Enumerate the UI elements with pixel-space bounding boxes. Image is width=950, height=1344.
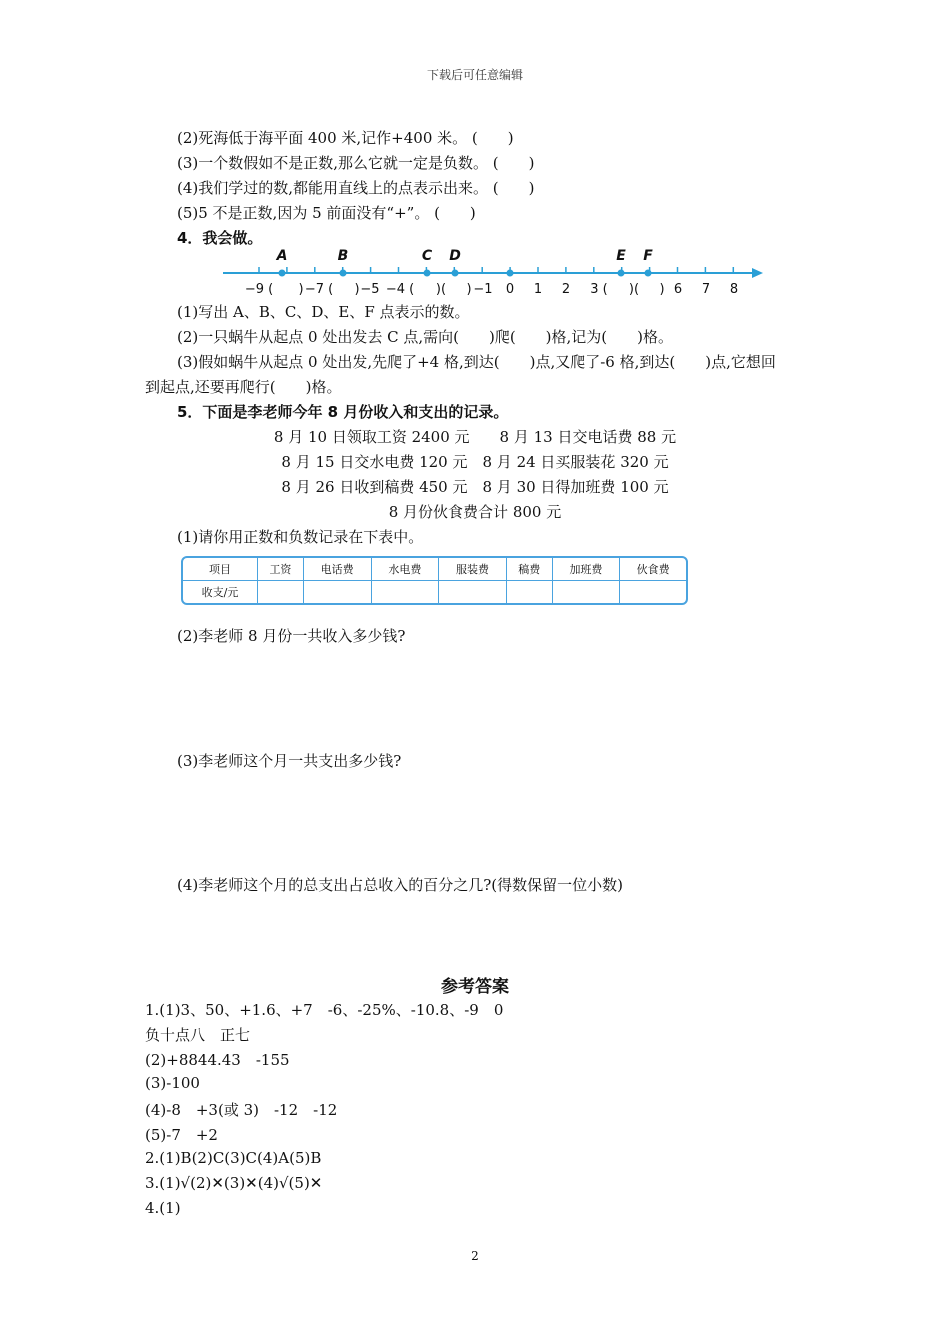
number-line xyxy=(215,246,775,302)
tick-label: ) xyxy=(659,282,665,297)
tick-label: ) xyxy=(298,282,304,297)
q5-record-4: 8 月份伙食费合计 800 元 xyxy=(388,503,562,521)
page-header: 下载后可任意编辑 xyxy=(426,68,523,82)
tick-label: 8 xyxy=(729,282,739,297)
table-header-cell: 水电费 xyxy=(372,558,440,581)
tick-labels xyxy=(245,282,738,297)
point-label-b: B xyxy=(337,248,349,264)
q5-question-3: (3)李老师这个月一共支出多少钱? xyxy=(177,752,402,770)
tick-label: )( xyxy=(435,282,447,297)
answer-line: 负十点八 正七 xyxy=(145,1026,251,1044)
tick-label: 6 xyxy=(673,282,683,297)
axis-point xyxy=(507,270,514,277)
table-cell-blank xyxy=(553,581,621,603)
point-label-d: D xyxy=(449,248,461,264)
q5-question-4: (4)李老师这个月的总支出占总收入的百分之几?(得数保留一位小数) xyxy=(177,876,623,894)
table-cell-blank xyxy=(439,581,507,603)
income-expense-table xyxy=(181,556,688,605)
table-cell-blank xyxy=(507,581,553,603)
q5-record-3: 8 月 26 日收到稿费 450 元 8 月 30 日得加班费 100 元 xyxy=(281,478,669,496)
table-header-cell: 伙食费 xyxy=(620,558,686,581)
table-row-label: 收支/元 xyxy=(183,581,258,603)
table-header-cell: 项目 xyxy=(183,558,258,581)
axis-arrow xyxy=(752,268,763,278)
answers-title: 参考答案 xyxy=(441,977,509,997)
point-label-c: C xyxy=(421,248,433,264)
q5-record-1: 8 月 10 日领取工资 2400 元 8 月 13 日交电话费 88 元 xyxy=(273,428,677,446)
axis-point xyxy=(452,270,459,277)
q5-record-2: 8 月 15 日交水电费 120 元 8 月 24 日买服装花 320 元 xyxy=(281,453,669,471)
tick-label: )( xyxy=(628,282,640,297)
table-header-cell: 加班费 xyxy=(553,558,621,581)
table-cell-blank xyxy=(620,581,686,603)
q4-item-3-cont: 到起点,还要再爬行( )格。 xyxy=(145,378,342,396)
table-cell-blank xyxy=(372,581,440,603)
table-header-cell: 工资 xyxy=(258,558,304,581)
tick-label: ) xyxy=(466,282,472,297)
q5-instruction: (1)请你用正数和负数记录在下表中。 xyxy=(177,528,424,546)
tick-label: −1 xyxy=(473,282,493,297)
point-label-a: A xyxy=(276,248,288,264)
table-header-cell: 服装费 xyxy=(439,558,507,581)
tick-label: ) xyxy=(354,282,360,297)
axis-point xyxy=(618,270,625,277)
q4-item-3: (3)假如蜗牛从起点 0 处出发,先爬了+4 格,到达( )点,又爬了-6 格,到达( )点,它想回 xyxy=(177,353,776,371)
answer-line: (5)-7 +2 xyxy=(145,1126,218,1144)
table-cell-blank xyxy=(304,581,372,603)
q5-title: 5．下面是李老师今年 8 月份收入和支出的记录。 xyxy=(177,403,509,421)
answer-line: 4.(1) xyxy=(145,1199,181,1217)
q3-item-4: (4)我们学过的数,都能用直线上的点表示出来。 ( ) xyxy=(177,179,535,197)
axis-point xyxy=(279,270,286,277)
tick-label: −4 ( xyxy=(385,282,415,297)
axis-point xyxy=(424,270,431,277)
q4-title: 4．我会做。 xyxy=(177,229,263,247)
table-header-cell: 稿费 xyxy=(507,558,553,581)
answer-line: (4)-8 +3(或 3) -12 -12 xyxy=(145,1101,338,1119)
q3-item-3: (3)一个数假如不是正数,那么它就一定是负数。 ( ) xyxy=(177,154,535,172)
point-label-f: F xyxy=(643,248,653,264)
q4-item-1: (1)写出 A、B、C、D、E、F 点表示的数。 xyxy=(177,303,470,321)
tick-label: −7 ( xyxy=(304,282,334,297)
tick-label: 1 xyxy=(533,282,543,297)
tick-label: 7 xyxy=(701,282,711,297)
table-cell-blank xyxy=(258,581,304,603)
answer-line: (2)+8844.43 -155 xyxy=(145,1051,290,1069)
point-labels xyxy=(276,248,654,264)
q3-item-5: (5)5 不是正数,因为 5 前面没有“+”。 ( ) xyxy=(177,204,476,222)
q4-item-2: (2)一只蜗牛从起点 0 处出发去 C 点,需向( )爬( )格,记为( )格。 xyxy=(177,328,673,346)
page-number: 2 xyxy=(471,1249,479,1263)
tick-label: −9 ( xyxy=(244,282,274,297)
tick-label: 3 ( xyxy=(590,282,608,297)
table-header-cell: 电话费 xyxy=(304,558,372,581)
tick-label: 2 xyxy=(561,282,571,297)
q3-item-2: (2)死海低于海平面 400 米,记作+400 米。 ( ) xyxy=(177,129,514,147)
answer-line: 2.(1)B(2)C(3)C(4)A(5)B xyxy=(145,1149,322,1167)
table-row xyxy=(183,581,686,603)
point-label-e: E xyxy=(616,248,626,264)
q5-question-2: (2)李老师 8 月份一共收入多少钱? xyxy=(177,627,406,645)
table-header-row xyxy=(183,558,686,581)
axis-point xyxy=(340,270,347,277)
answer-line: (3)-100 xyxy=(145,1074,200,1092)
answer-line: 3.(1)√(2)✕(3)✕(4)√(5)✕ xyxy=(145,1174,323,1192)
answer-line: 1.(1)3、50、+1.6、+7 -6、-25%、-10.8、-9 0 xyxy=(145,1001,504,1019)
tick-label: 0 xyxy=(505,282,515,297)
tick-label: −5 xyxy=(360,282,380,297)
axis-point xyxy=(645,270,652,277)
